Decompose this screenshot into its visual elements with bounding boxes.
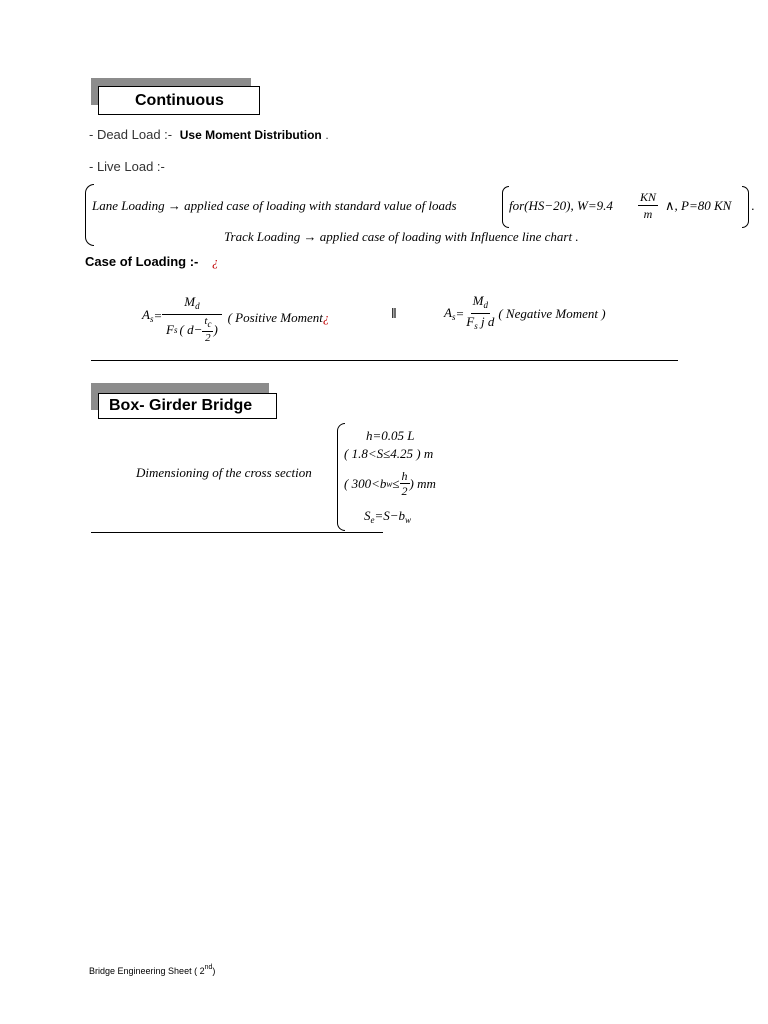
continuous-heading-text: Continuous — [135, 91, 224, 109]
lane-loading-text: Lane Loading → applied case of loading with standard value of loads — [92, 198, 457, 213]
dim-line-2: ( 1.8<S≤4.25 ) m — [344, 446, 434, 461]
dead-load-label: - Dead Load :- — [89, 127, 173, 142]
dim-line-1: h=0.05 L — [366, 428, 415, 443]
dimensioning-label: Dimensioning of the cross section — [136, 465, 312, 480]
case-of-loading-label: Case of Loading :- — [85, 254, 199, 269]
dim-line-3: ( 300<b w ≤ $\frac{h}{2}$ ) mm — [344, 469, 436, 498]
moment-separator: ‖ — [391, 305, 397, 321]
neg-fraction — [464, 293, 496, 334]
track-loading-text: Track Loading → applied case of loading with Influence line chart . — [224, 229, 579, 244]
lane-loading-line — [92, 198, 457, 214]
neg-num: $M_d$ — [471, 293, 490, 314]
pos-mark: ¿ — [322, 309, 330, 325]
neg-label: ( Negative Moment ) — [498, 305, 606, 321]
box-girder-heading — [98, 393, 277, 419]
box-girder-heading-text: Box- Girder Bridge — [109, 397, 253, 414]
pos-eq: = — [153, 307, 163, 323]
lane-end: . — [751, 198, 755, 213]
neg-eq: = — [455, 305, 465, 321]
footer-sup: nd — [204, 964, 213, 971]
negative-moment-formula — [444, 293, 606, 334]
dim-line-4: $S_e=S-b_w$ — [364, 508, 412, 525]
page-footer — [89, 964, 215, 976]
neg-As: $A_s$ — [444, 305, 456, 322]
continuous-heading — [98, 86, 260, 115]
pos-As: $A_s$ — [142, 307, 154, 324]
positive-moment-formula — [142, 286, 329, 345]
lane-paren-right — [742, 186, 749, 228]
lane-unit-num: KN — [640, 190, 657, 204]
lane-unit-den: m — [643, 207, 653, 221]
pos-fraction — [162, 294, 221, 345]
case-of-loading — [85, 254, 219, 270]
live-load-brace-left — [85, 184, 94, 246]
lane-paren-left — [502, 186, 509, 228]
pos-den: F s ( d− $\frac{t_c}{2}$ ) — [166, 315, 218, 344]
dead-load-line — [89, 127, 329, 142]
pos-num: $M_d$ — [162, 294, 221, 315]
lane-unit-fraction — [638, 189, 658, 222]
footer-text: Bridge Engineering Sheet ( 2 — [89, 966, 205, 976]
section-divider-1 — [91, 360, 678, 361]
footer-end: ) — [212, 966, 216, 976]
case-of-loading-mark: ¿ — [212, 254, 219, 269]
dead-load-end: . — [325, 128, 329, 142]
section-divider-2 — [91, 532, 383, 533]
neg-den: $F_s$ j d — [466, 314, 495, 331]
live-load-label: - Live Load :- — [89, 159, 165, 174]
pos-label: ( Positive Moment — [227, 309, 323, 325]
lane-for-text: for(HS−20), W=9.4 — [509, 198, 613, 213]
lane-tail-text: ∧, P=80 KN — [665, 198, 732, 213]
dead-load-value: Use Moment Distribution — [179, 128, 322, 142]
